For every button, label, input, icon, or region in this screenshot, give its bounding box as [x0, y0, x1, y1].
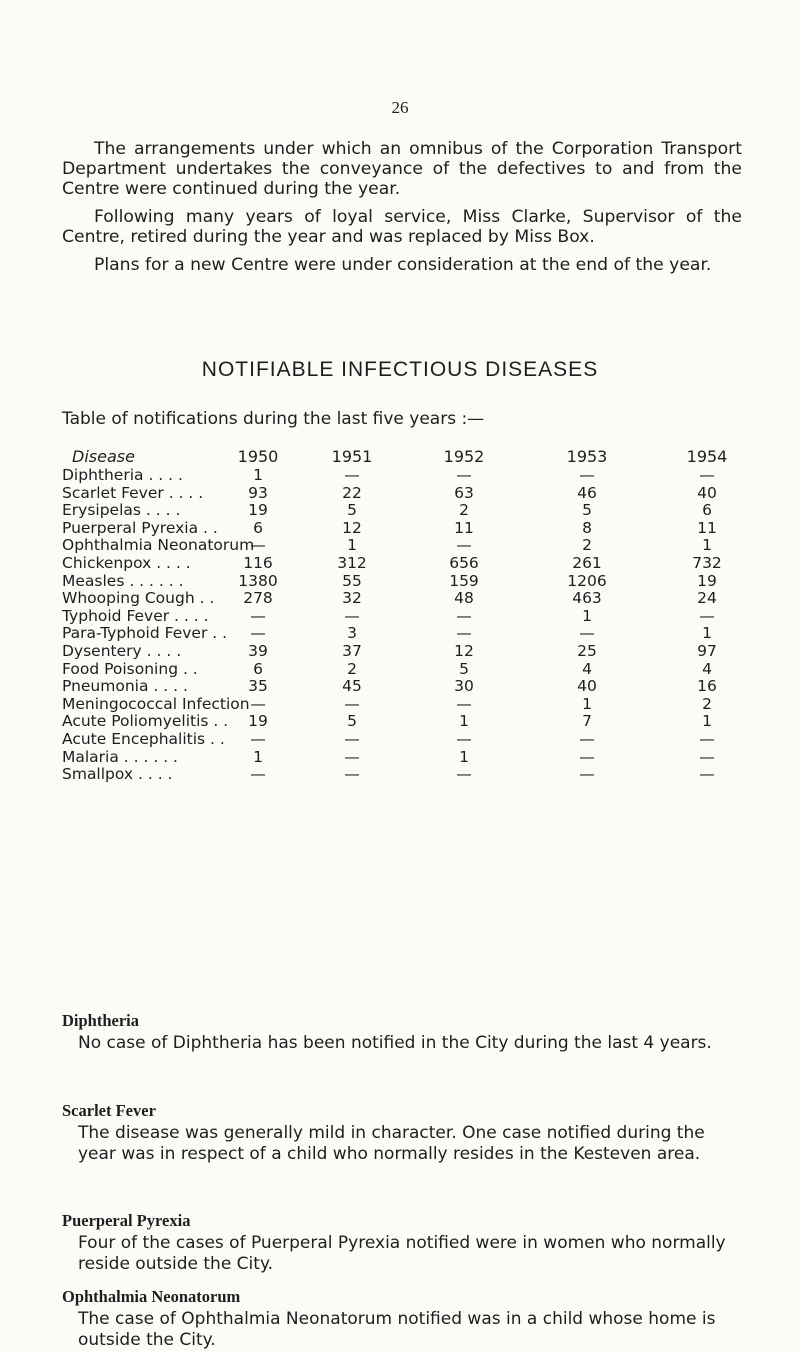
disease-name: Typhoid Fever . . . .	[62, 606, 209, 625]
disease-name: Malaria . . . . . .	[62, 747, 178, 766]
disease-name: Food Poisoning . .	[62, 659, 198, 678]
cell-1951: 55	[342, 571, 362, 590]
cell-1952: —	[456, 765, 472, 784]
section-diphtheria	[62, 1011, 742, 1054]
cell-1950: 19	[248, 501, 268, 520]
cell-1951: 2	[347, 659, 357, 678]
section-text: Four of the cases of Puerperal Pyrexia notified were in women who normally reside outside the City.	[78, 1233, 726, 1274]
table-row	[62, 661, 762, 679]
table-row	[62, 731, 762, 749]
cell-1951: 45	[342, 677, 362, 696]
table-caption: Table of notifications during the last five years :—	[62, 409, 485, 429]
table-row	[62, 485, 762, 503]
cell-1951: 12	[342, 518, 362, 537]
table-row	[62, 608, 762, 626]
disease-name: Erysipelas . . . .	[62, 501, 181, 520]
table-row	[62, 590, 762, 608]
cell-1951: 5	[347, 712, 357, 731]
cell-1950: 1	[253, 747, 263, 766]
header-1954: 1954	[686, 447, 728, 466]
intro-text	[62, 139, 742, 283]
cell-1953: 7	[582, 712, 592, 731]
cell-1950: 116	[243, 553, 273, 572]
cell-1954: 4	[702, 659, 712, 678]
cell-1954: 97	[697, 641, 717, 660]
cell-1951: —	[344, 694, 360, 713]
disease-name: Dysentery . . . .	[62, 641, 182, 660]
disease-name: Pneumonia . . . .	[62, 677, 188, 696]
cell-1951: 37	[342, 641, 362, 660]
table-row	[62, 766, 762, 784]
disease-name: Para-Typhoid Fever . .	[62, 624, 228, 643]
cell-1952: 2	[459, 501, 469, 520]
disease-name: Ophthalmia Neonatorum	[62, 536, 255, 555]
cell-1952: —	[456, 606, 472, 625]
cell-1954: 2	[702, 694, 712, 713]
cell-1953: —	[579, 624, 595, 643]
section-ophthalmia-neonatorum	[62, 1287, 742, 1351]
cell-1950: —	[250, 536, 266, 555]
cell-1953: 1206	[567, 571, 607, 590]
cell-1950: 93	[248, 483, 268, 502]
section-title: NOTIFIABLE INFECTIOUS DISEASES	[201, 358, 599, 381]
table-body	[62, 467, 762, 784]
cell-1952: 48	[454, 589, 474, 608]
disease-name: Meningococcal Infection	[62, 694, 250, 713]
cell-1953: —	[579, 765, 595, 784]
cell-1951: 1	[347, 536, 357, 555]
cell-1954: 24	[697, 589, 717, 608]
cell-1951: 312	[337, 553, 367, 572]
cell-1953: —	[579, 466, 595, 484]
cell-1954: —	[699, 729, 715, 748]
header-1950: 1950	[237, 447, 279, 466]
disease-name: Scarlet Fever . . . .	[62, 483, 204, 502]
cell-1953: 5	[582, 501, 592, 520]
cell-1950: —	[250, 694, 266, 713]
table-row	[62, 713, 762, 731]
disease-name: Whooping Cough . .	[62, 589, 215, 608]
cell-1952: —	[456, 536, 472, 555]
cell-1954: —	[699, 765, 715, 784]
header-1952: 1952	[443, 447, 485, 466]
table-row	[62, 555, 762, 573]
cell-1953: 1	[582, 606, 592, 625]
cell-1951: —	[344, 729, 360, 748]
disease-name: Measles . . . . . .	[62, 571, 184, 590]
cell-1950: —	[250, 765, 266, 784]
cell-1950: 6	[253, 518, 263, 537]
cell-1952: 656	[449, 553, 479, 572]
cell-1952: —	[456, 624, 472, 643]
section-heading: Diphtheria	[62, 1011, 140, 1030]
table-row	[62, 643, 762, 661]
table-row	[62, 502, 762, 520]
cell-1954: 11	[697, 518, 717, 537]
table-row	[62, 467, 762, 485]
cell-1952: 159	[449, 571, 479, 590]
cell-1951: —	[344, 466, 360, 484]
cell-1950: 35	[248, 677, 268, 696]
cell-1954: 40	[697, 483, 717, 502]
disease-name: Acute Poliomyelitis . .	[62, 712, 229, 731]
section-heading: Scarlet Fever	[62, 1101, 156, 1120]
cell-1950: 278	[243, 589, 273, 608]
cell-1954: 732	[692, 553, 722, 572]
cell-1951: 3	[347, 624, 357, 643]
cell-1950: 19	[248, 712, 268, 731]
page-number: 26	[391, 98, 409, 117]
cell-1954: 6	[702, 501, 712, 520]
cell-1950: 39	[248, 641, 268, 660]
cell-1951: —	[344, 765, 360, 784]
cell-1953: 463	[572, 589, 602, 608]
cell-1954: 1	[702, 712, 712, 731]
cell-1952: 63	[454, 483, 474, 502]
cell-1953: 25	[577, 641, 597, 660]
cell-1953: —	[579, 747, 595, 766]
cell-1952: —	[456, 466, 472, 484]
section-puerperal-pyrexia	[62, 1211, 742, 1275]
intro-paragraph-supervisor: Following many years of loyal service, Miss Clarke, Supervisor of the Centre, retired during the year and was replaced by Miss Box.	[62, 207, 742, 247]
header-disease: Disease	[72, 447, 135, 466]
cell-1954: 16	[697, 677, 717, 696]
section-heading: Puerperal Pyrexia	[62, 1211, 191, 1230]
cell-1952: —	[456, 694, 472, 713]
cell-1951: —	[344, 606, 360, 625]
table-row	[62, 678, 762, 696]
header-1951: 1951	[331, 447, 373, 466]
cell-1950: —	[250, 729, 266, 748]
cell-1952: 1	[459, 747, 469, 766]
cell-1952: 12	[454, 641, 474, 660]
cell-1954: 1	[702, 624, 712, 643]
intro-paragraph-transport: The arrangements under which an omnibus of the Corporation Transport Department undertakes the conveyance of the defectives to and from the Centre were continued during the year.	[62, 139, 742, 199]
cell-1953: —	[579, 729, 595, 748]
cell-1952: 1	[459, 712, 469, 731]
cell-1951: 32	[342, 589, 362, 608]
cell-1954: —	[699, 606, 715, 625]
cell-1952: —	[456, 729, 472, 748]
disease-name: Puerperal Pyrexia . .	[62, 518, 218, 537]
table-row	[62, 696, 762, 714]
cell-1953: 261	[572, 553, 602, 572]
section-text: The disease was generally mild in character. One case notified during the year was in respect of a child who normally resides in the Kesteven area.	[78, 1123, 705, 1164]
cell-1953: 1	[582, 694, 592, 713]
section-text: The case of Ophthalmia Neonatorum notified was in a child whose home is outside the City.	[78, 1309, 716, 1350]
cell-1952: 30	[454, 677, 474, 696]
cell-1950: 6	[253, 659, 263, 678]
cell-1953: 4	[582, 659, 592, 678]
cell-1950: 1380	[238, 571, 278, 590]
disease-name: Chickenpox . . . .	[62, 553, 191, 572]
cell-1954: —	[699, 466, 715, 484]
disease-name: Smallpox . . . .	[62, 765, 173, 784]
cell-1952: 11	[454, 518, 474, 537]
cell-1952: 5	[459, 659, 469, 678]
cell-1954: 1	[702, 536, 712, 555]
intro-paragraph-new-centre: Plans for a new Centre were under consideration at the end of the year.	[94, 255, 712, 275]
cell-1953: 40	[577, 677, 597, 696]
section-scarlet-fever	[62, 1101, 742, 1165]
table-row	[62, 537, 762, 555]
disease-name: Diphtheria . . . .	[62, 466, 183, 484]
cell-1950: —	[250, 606, 266, 625]
table-row	[62, 573, 762, 591]
cell-1950: 1	[253, 466, 263, 484]
cell-1953: 46	[577, 483, 597, 502]
disease-name: Acute Encephalitis . .	[62, 729, 225, 748]
section-heading: Ophthalmia Neonatorum	[62, 1287, 241, 1306]
cell-1951: 5	[347, 501, 357, 520]
cell-1953: 2	[582, 536, 592, 555]
cell-1951: —	[344, 747, 360, 766]
cell-1953: 8	[582, 518, 592, 537]
cell-1951: 22	[342, 483, 362, 502]
table-row	[62, 520, 762, 538]
cell-1950: —	[250, 624, 266, 643]
table-row	[62, 625, 762, 643]
cell-1954: —	[699, 747, 715, 766]
cell-1954: 19	[697, 571, 717, 590]
table-row	[62, 749, 762, 767]
header-1953: 1953	[566, 447, 608, 466]
section-text: No case of Diphtheria has been notified in the City during the last 4 years.	[78, 1033, 712, 1053]
